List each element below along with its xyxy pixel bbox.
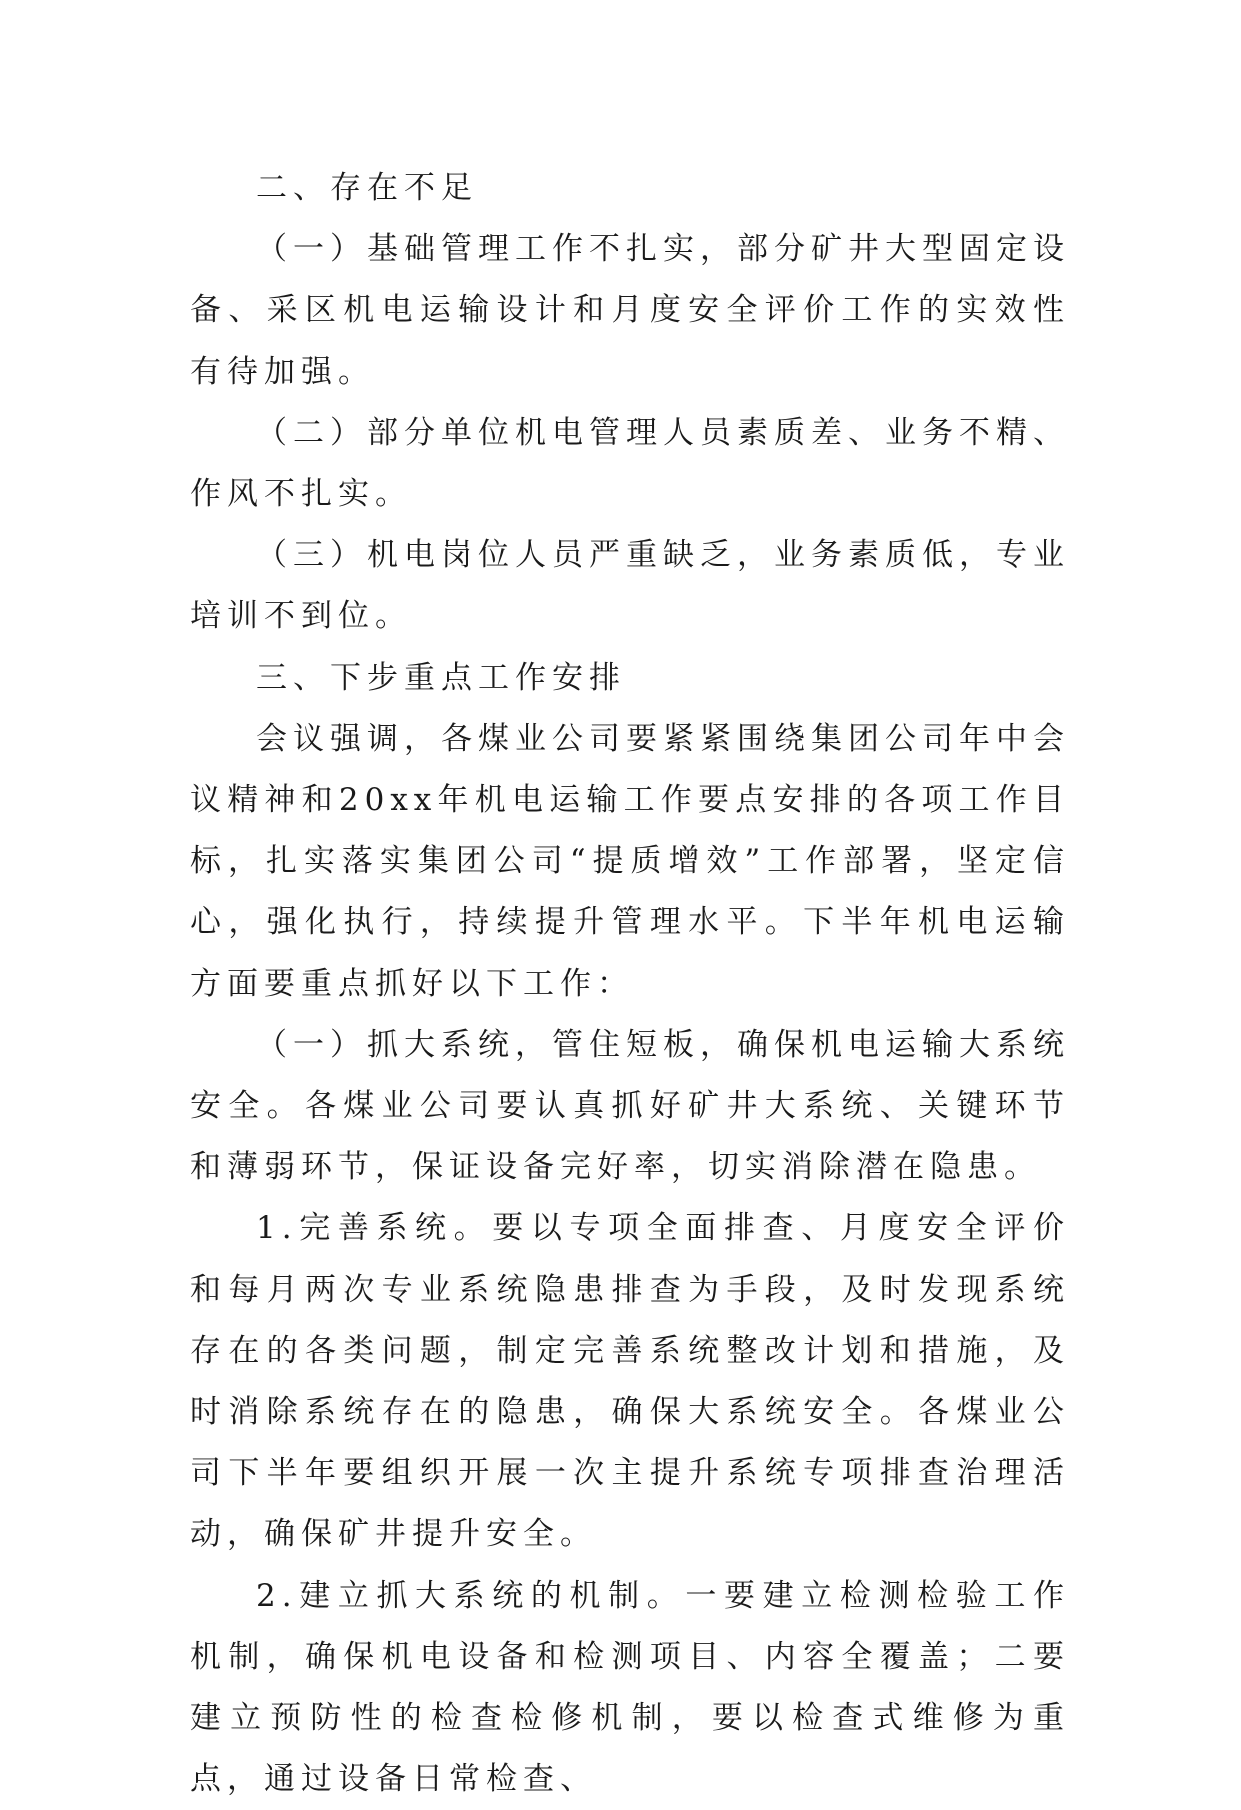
paragraph-item-2: 2.建立抓大系统的机制。一要建立检测检验工作机制，确保机电设备和检测项目、内容全覆盖；二要建立预防性的检查检修机制，要以检查式维修为重点，通过设备日常检查、 bbox=[190, 1577, 1070, 1798]
document-body bbox=[190, 158, 1070, 1810]
paragraph-task-1: （一）抓大系统，管住短板，确保机电运输大系统安全。各煤业公司要认真抓好矿井大系统、关键环节和薄弱环节，保证设备完好率，切实消除潜在隐患。 bbox=[190, 1026, 1070, 1186]
paragraph-shortcoming-2: （二）部分单位机电管理人员素质差、业务不精、作风不扎实。 bbox=[190, 414, 1070, 513]
section-heading-shortcomings: 二、存在不足 bbox=[256, 170, 478, 206]
paragraph-item-1: 1.完善系统。要以专项全面排查、月度安全评价和每月两次专业系统隐患排查为手段，及时发现系统存在的各类问题，制定完善系统整改计划和措施，及时消除系统存在的隐患，确保大系统安全。各煤业公司下半年要组织开展一次主提升系统专项排查治理活动，确保矿井提升安全。 bbox=[190, 1210, 1070, 1553]
paragraph-meeting-emphasis: 会议强调，各煤业公司要紧紧围绕集团公司年中会议精神和20xx年机电运输工作要点安排的各项工作目标，扎实落实集团公司“提质增效”工作部署，坚定信心，强化执行，持续提升管理水平。下半年机电运输方面要重点抓好以下工作： bbox=[190, 720, 1070, 1002]
section-heading-next-steps: 三、下步重点工作安排 bbox=[256, 659, 626, 696]
paragraph-shortcoming-3: （三）机电岗位人员严重缺乏，业务素质低，专业培训不到位。 bbox=[190, 537, 1070, 635]
paragraph-shortcoming-1: （一）基础管理工作不扎实，部分矿井大型固定设备、采区机电运输设计和月度安全评价工作的实效性有待加强。 bbox=[190, 231, 1070, 390]
